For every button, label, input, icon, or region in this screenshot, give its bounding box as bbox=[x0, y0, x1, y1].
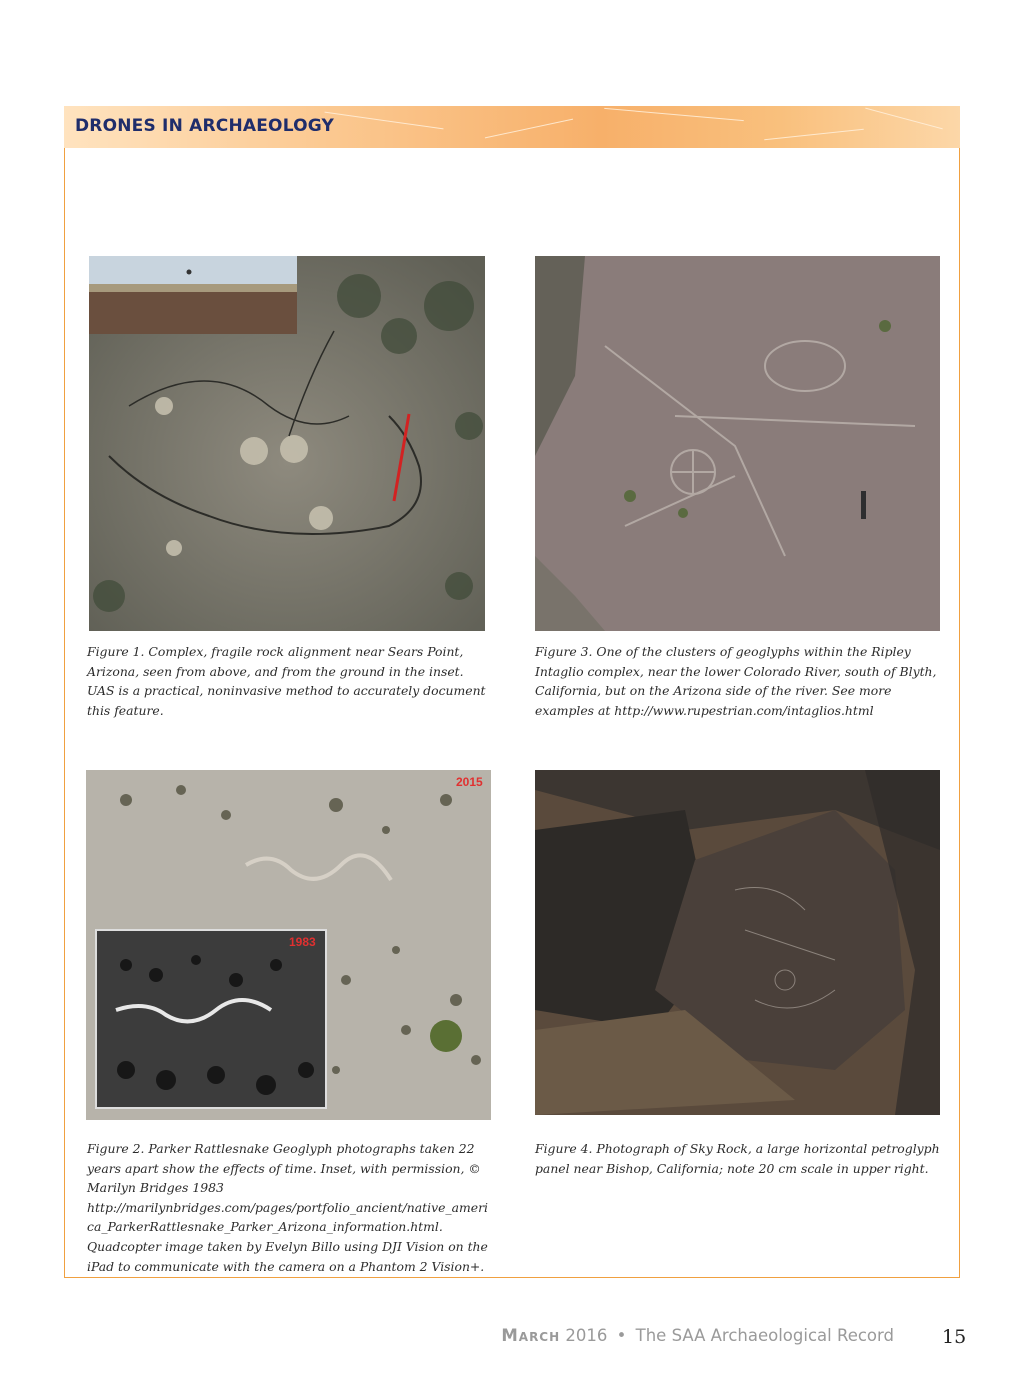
figure-1-photo bbox=[89, 256, 485, 631]
figure-1-caption: Figure 1. Complex, fragile rock alignment near Sears Point, Arizona, seen from above, and from the ground in the inset. UAS is a practical, noninvasive method to accurately document this feature. bbox=[87, 644, 486, 718]
footer-publication: The SAA Archaeological Record bbox=[635, 1326, 894, 1345]
figure-2-inset-label: 1983 bbox=[289, 935, 316, 949]
figure-4-caption: Figure 4. Photograph of Sky Rock, a large horizontal petroglyph panel near Bishop, California; note 20 cm scale in upper right. bbox=[535, 1141, 940, 1176]
figure-4-photo bbox=[535, 770, 940, 1115]
footer-bullet: • bbox=[616, 1326, 627, 1345]
section-banner bbox=[64, 106, 960, 148]
figure-2-caption: Figure 2. Parker Rattlesnake Geoglyph photographs taken 22 years apart show the effects of time. Inset, with permission, © Marilyn Bridges 1983 http://marilynbridges.com/pages/portfolio_ancient/native_america_ParkerRattlesnake_Parker_Arizona_information.html. Quadcopter image taken by Evelyn Billo using DJI Vision on the iPad to communicate with the camera on a Phantom 2 Vision+. bbox=[87, 1141, 488, 1274]
section-title: DRONES IN ARCHAEOLOGY bbox=[75, 116, 335, 136]
running-footer bbox=[501, 1326, 894, 1345]
figure-2-photo bbox=[86, 770, 491, 1120]
footer-month: March bbox=[501, 1326, 561, 1345]
figure-3-photo bbox=[535, 256, 940, 631]
footer-year: 2016 bbox=[565, 1326, 608, 1345]
figure-3-caption: Figure 3. One of the clusters of geoglyphs within the Ripley Intaglio complex, near the lower Colorado River, south of Blyth, California, but on the Arizona side of the river. See more examples at http://www.rupestrian.com/intaglios.html bbox=[535, 644, 937, 718]
page-number: 15 bbox=[942, 1326, 967, 1348]
figure-2-year-label: 2015 bbox=[456, 775, 483, 789]
